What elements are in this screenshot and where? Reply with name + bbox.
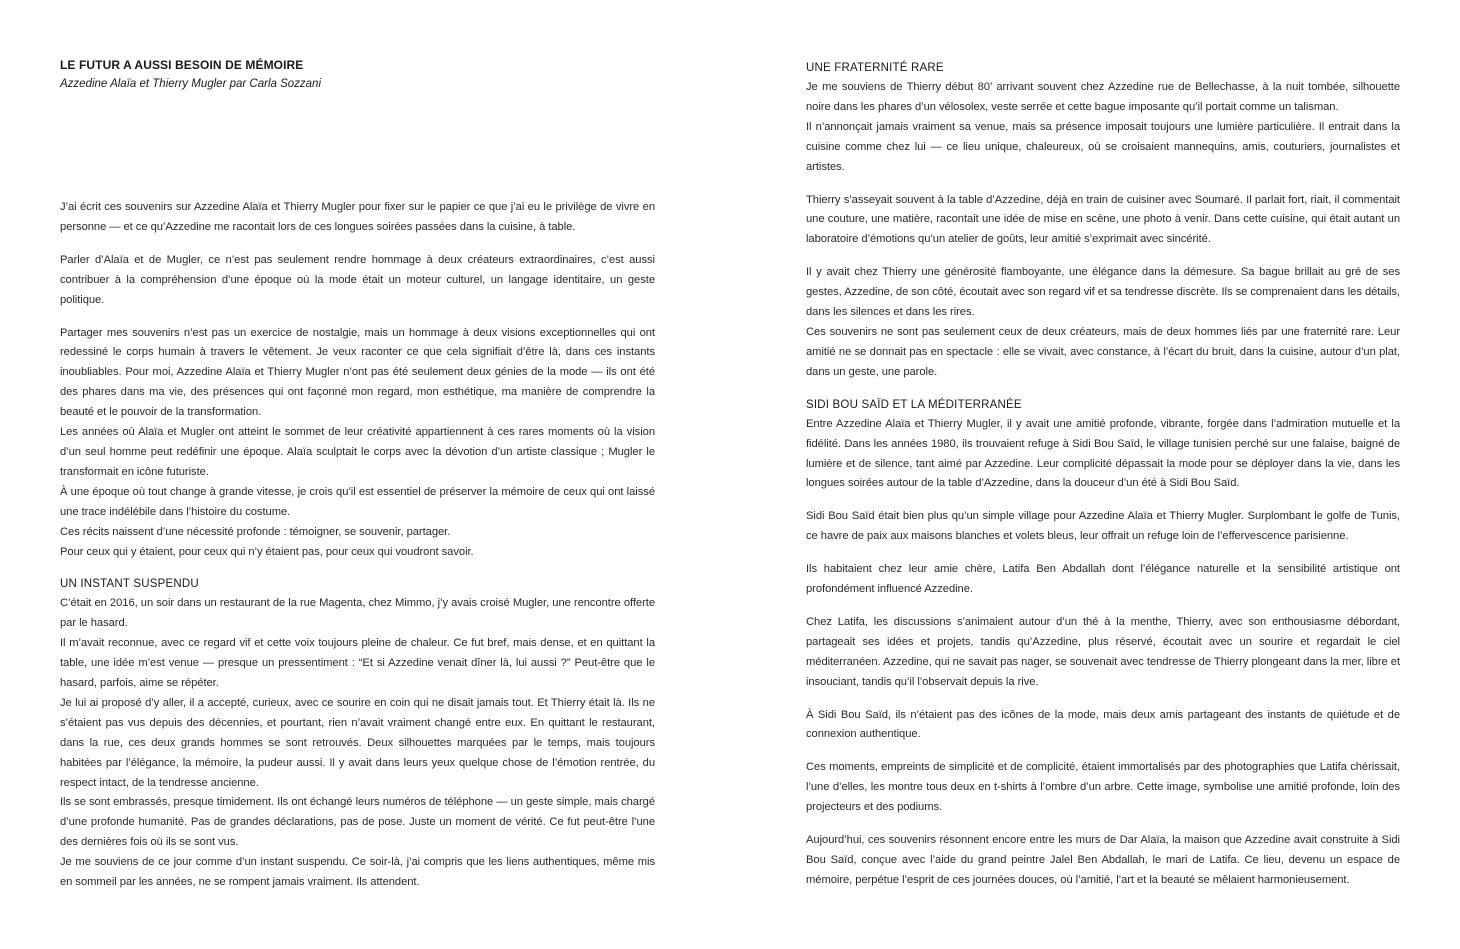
paragraph: Il y avait chez Thierry une générosité flamboyante, une élégance dans la démesure. Sa bague brillait au gré de ses gestes, Azzedine, de son côté, écoutait avec son regard vif et sa tendresse discrète. Ils se comprenaient dans les détails, dans les silences et dans les rires.	[806, 266, 1400, 319]
paragraph: Entre Azzedine Alaïa et Thierry Mugler, il y avait une amitié profonde, vibrante, forgée dans l’admiration mutuelle et la fidélité. Dans les années 1980, ils trouvaient refuge à Sidi Bou Saïd, le village tunisien perché sur une falaise, baigné de lumière et de silence, tant aimé par Azzedine. Leur complicité dépassait la mode pour se déployer dans la vie, dans les longues soirées autour de la table d’Azzedine, dans la douceur d’un été à Sidi Bou Saïd.	[806, 417, 1400, 490]
paragraph: Ces récits naissent d’une nécessité profonde : témoigner, se souvenir, partager.	[60, 525, 451, 538]
paragraph: Aujourd’hui, ces souvenirs résonnent encore entre les murs de Dar Alaïa, la maison que Azzedine avait construite à Sidi Bou Saïd, conçue avec l’aide du grand peintre Jalel Ben Abdallah, le mari de Latifa. Ce lieu, devenu un espace de mémoire, perpétue l’esprit de ces journées douces, où l’amitié, l’art et la beauté se mêlaient harmonieusement.	[806, 834, 1400, 886]
paragraph: Pour ceux qui y étaient, pour ceux qui n’y étaient pas, pour ceux qui voudront savoir.	[60, 545, 474, 558]
paragraph: Ils habitaient chez leur amie chère, Latifa Ben Abdallah dont l’élégance naturelle et la sensibilité artistique ont profondément influencé Azzedine.	[806, 563, 1400, 596]
paragraph: Ces souvenirs ne sont pas seulement ceux de deux créateurs, mais de deux hommes liés par une fraternité rare. Leur amitié ne se donnait pas en spectacle : elle se vivait, avec constance, à l’écart du bruit, dans la cuisine, autour d’un plat, dans un geste, une parole.	[806, 325, 1400, 378]
paragraph: Je me souviens de Thierry début 80’ arrivant souvent chez Azzedine rue de Bellechasse, à la nuit tombée, silhouette noire dans les phares d’un vélosolex, veste serrée et cette bague imposante qu’il portait comme un talisman.	[806, 81, 1400, 113]
paragraph: Je lui ai proposé d’y aller, il a accepté, curieux, avec ce sourire en coin qui ne disait jamais tout. Et Thierry était là. Ils ne s’étaient pas vus depuis des décennies, et pourtant, rien n’avait vraiment changé entre eux. En quittant le restaurant, dans la rue, ces deux grands hommes se sont retrouvés. Deux silhouettes marquées par le temps, mais toujours habitées par l’élégance, la mémoire, la pudeur aussi. Il y avait dans leurs yeux quelque chose de l’émotion rentrée, du respect intact, de la tendresse ancienne.	[60, 696, 655, 789]
paragraph: Ils se sont embrassés, presque timidement. Ils ont échangé leurs numéros de téléphone — un geste simple, mais chargé d’une profonde humanité. Pas de grandes déclarations, pas de pose. Juste un moment de vérité. Ce fut peut-être l’une des dernières fois où ils se sont vus.	[60, 796, 655, 849]
section-heading: SIDI BOU SAÏD ET LA MÉDITERRANÉE	[806, 398, 1022, 411]
paragraph: Sidi Bou Saïd était bien plus qu’un simple village pour Azzedine Alaïa et Thierry Mugler. Surplombant le golfe de Tunis, ce havre de paix aux maisons blanches et volets bleus, leur offrait un refuge loin de l’effervescence parisienne.	[806, 510, 1400, 543]
document-title: LE FUTUR A AUSSI BESOIN DE MÉMOIRE	[60, 58, 304, 72]
intro-section	[60, 198, 655, 893]
paragraph: J’ai écrit ces souvenirs sur Azzedine Alaïa et Thierry Mugler pour fixer sur le papier ce que j’ai eu le privilège de vivre en personne — et ce qu’Azzedine me racontait lors de ces longues soirées passées dans la cuisine, à table.	[60, 201, 655, 233]
document-subtitle: Azzedine Alaïa et Thierry Mugler par Carla Sozzani	[60, 78, 321, 90]
paragraph: Il n’annonçait jamais vraiment sa venue, mais sa présence imposait toujours une lumière particulière. Il entrait dans la cuisine comme chez lui — ce lieu unique, chaleureux, où se croisaient mannequins, amis, couturiers, journalistes et artistes.	[806, 120, 1400, 173]
paragraph: Les années où Alaïa et Mugler ont atteint le sommet de leur créativité appartiennent à ces rares moments où la vision d’un seul homme peut redéfinir une époque. Alaïa sculptait le corps avec la dévotion d’un artiste classique ; Mugler le transformait en icône futuriste.	[60, 426, 655, 478]
right-flow	[806, 59, 1400, 891]
section-heading: UNE FRATERNITÉ RARE	[806, 62, 944, 74]
paragraph: Partager mes souvenirs n’est pas un exercice de nostalgie, mais un hommage à deux visions exceptionnelles qui ont redessiné le corps humain à travers le vêtement. Je veux raconter ce que cela signifiait d’être là, dans ces instants inoubliables. Pour moi, Azzedine Alaïa et Thierry Mugler n’ont pas été seulement deux génies de la mode — ils ont été des phares dans ma vie, des présences qui ont façonné mon regard, mon esthétique, ma manière de comprendre la beauté et le pouvoir de la transformation.	[60, 326, 655, 419]
paragraph: À une époque où tout change à grande vitesse, je crois qu’il est essentiel de préserver la mémoire de ceux qui ont laissé une trace indélébile dans l’histoire du costume.	[60, 485, 655, 518]
section-heading: UN INSTANT SUSPENDU	[60, 578, 199, 591]
paragraph: Chez Latifa, les discussions s’animaient autour d’un thé à la menthe, Thierry, avec son enthousiasme débordant, partageait ses idées et projets, tandis qu’Azzedine, plus réservé, écoutait avec un sourire et regardait le ciel méditerranéen. Azzedine, qui ne savait pas nager, se souvenait avec tendresse de Thierry plongeant dans la mer, libre et insouciant, tandis qu’il l’observait depuis la rive.	[806, 615, 1400, 688]
paragraph: À Sidi Bou Saïd, ils n’étaient pas des icônes de la mode, mais deux amis partageant des instants de quiétude et de connexion authentique.	[806, 708, 1400, 741]
paragraph: Je me souviens de ce jour comme d’un instant suspendu. Ce soir-là, j’ai compris que les liens authentiques, même mis en sommeil par les années, ne se rompent jamais vraiment. Ils attendent.	[60, 856, 655, 889]
paragraph: Ces moments, empreints de simplicité et de complicité, étaient immortalisés par des photographies que Latifa chérissait, l’une d’elles, les montre tous deux en t-shirts à l’ombre d’un arbre. Cette image, symbolise une amitié profonde, loin des projecteurs et des podiums.	[806, 761, 1400, 814]
paragraph: Parler d’Alaïa et de Mugler, ce n’est pas seulement rendre hommage à deux créateurs extraordinaires, c’est aussi contribuer à la compréhension d’une époque où la mode était un moteur culturel, un langage identitaire, un geste politique.	[60, 253, 655, 306]
paragraph: Il m’avait reconnue, avec ce regard vif et cette voix toujours pleine de chaleur. Ce fut bref, mais dense, et en quittant la table, une idée m’est venue — presque un pressentiment : “Et si Azzedine venait dîner là, lui aussi ?” Peut-être que le hasard, parfois, aime se répéter.	[60, 637, 655, 690]
paragraph: C’était en 2016, un soir dans un restaurant de la rue Magenta, chez Mimmo, j’y avais croisé Mugler, une rencontre offerte par le hasard.	[60, 597, 655, 630]
paragraph: Thierry s’asseyait souvent à la table d’Azzedine, déjà en train de cuisiner avec Soumaré. Il parlait fort, riait, il commentait une couture, une matière, racontait une idée de mise en scène, une photo à venir. Dans cette cuisine, qui était autant un laboratoire d’émotions qu’un atelier de goûts, leur amitié s’exprimait avec sincérité.	[806, 193, 1400, 246]
